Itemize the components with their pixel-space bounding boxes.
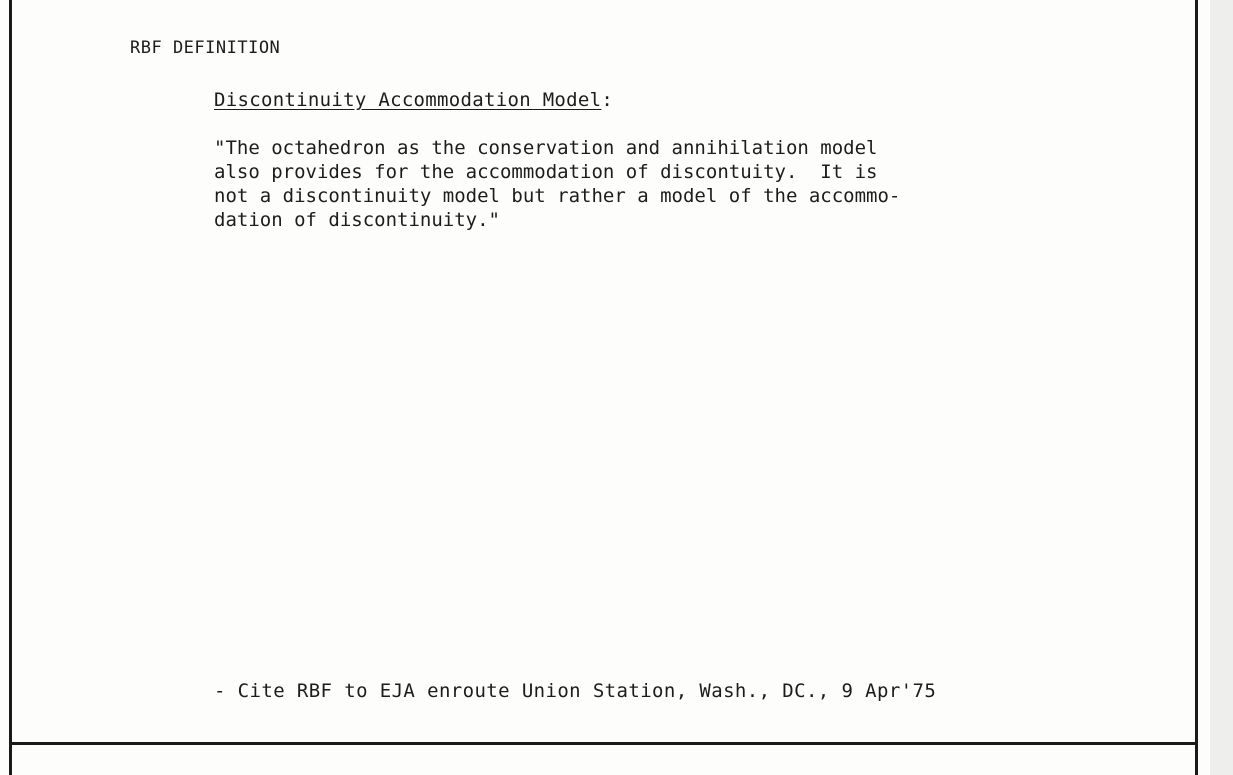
quote-line: not a discontinuity model but rather a model of the accommo- bbox=[214, 185, 901, 207]
card-left-border bbox=[9, 0, 12, 775]
definition-quote bbox=[214, 136, 1094, 232]
page-edge-shadow bbox=[1210, 0, 1233, 775]
card-bottom-border bbox=[9, 742, 1198, 745]
quote-line: dation of discontinuity." bbox=[214, 209, 500, 231]
card-right-border bbox=[1195, 0, 1198, 775]
section-heading bbox=[214, 89, 613, 111]
quote-line: also provides for the accommodation of discontuity. It is bbox=[214, 161, 878, 183]
quote-line: "The octahedron as the conservation and annihilation model bbox=[214, 137, 878, 159]
document-header: RBF DEFINITION bbox=[130, 38, 281, 58]
heading-title: Discontinuity Accommodation Model bbox=[214, 89, 602, 111]
citation: - Cite RBF to EJA enroute Union Station, Wash., DC., 9 Apr'75 bbox=[214, 680, 937, 702]
heading-colon: : bbox=[601, 89, 614, 111]
